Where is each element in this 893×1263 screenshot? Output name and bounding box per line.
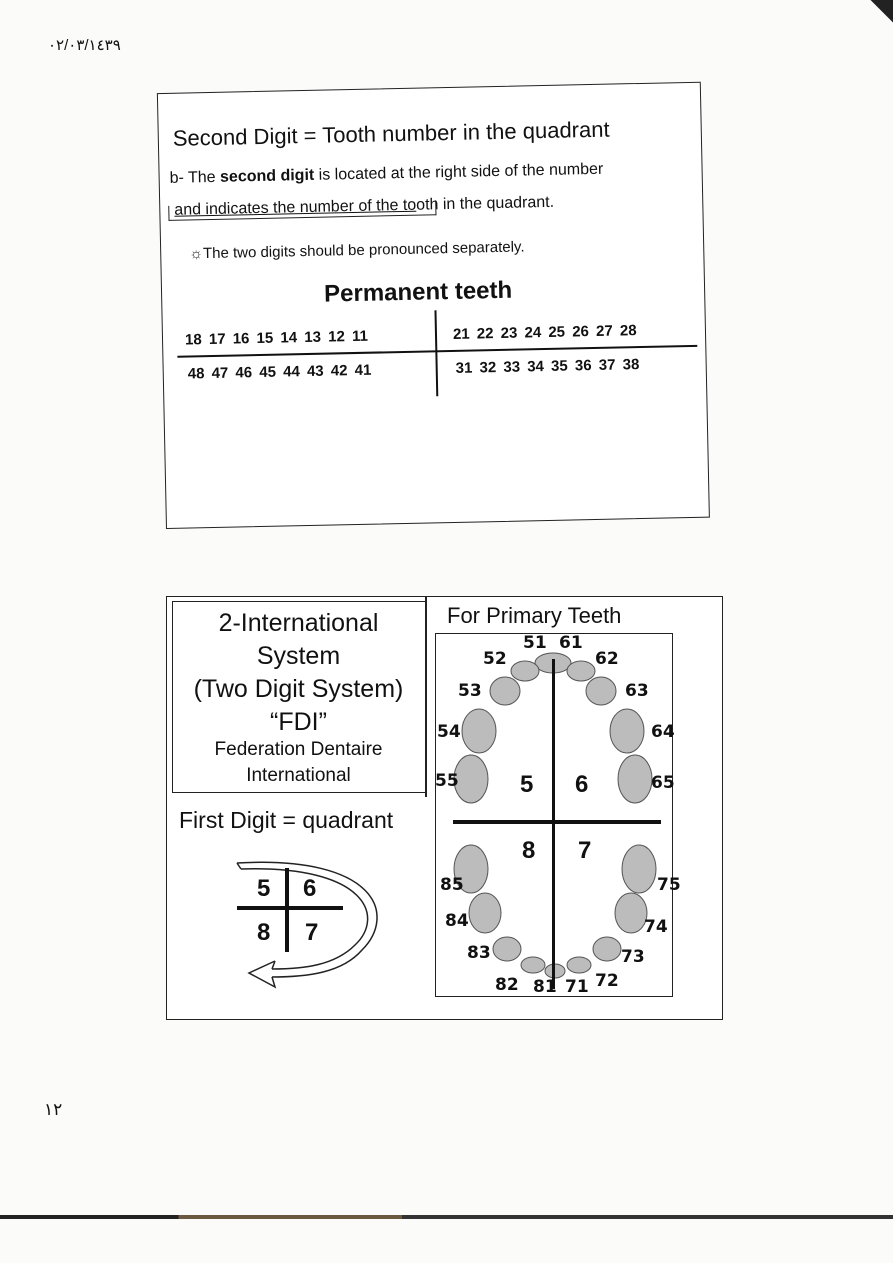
arch-vertical-divider [552,659,555,989]
tooth-label: 73 [621,947,645,967]
tooth-label: 64 [651,722,675,742]
tooth-label: 55 [435,771,459,791]
tooth-label: 81 [533,977,557,997]
tooth-label: 53 [458,681,482,701]
tooth-label: 51 [523,633,547,653]
underlined-text: and indicates the number of the to [174,196,417,219]
tooth-label: 63 [625,681,649,701]
fdi-title-line: 2-International [218,609,379,637]
permanent-teeth-heading: Permanent teeth [323,276,513,308]
fdi-subtitle-line: International [246,765,351,786]
bottom-edge-rule [0,1215,893,1219]
arch-quadrant-6: 6 [575,771,589,798]
fdi-subtitle-line: Federation Dentaire [214,739,383,760]
tooth-label: 85 [440,875,464,895]
fdi-title-line: “FDI” [270,708,327,736]
lower-right-quadrant-numbers: 48 47 46 45 44 43 42 41 [187,361,372,383]
arch-horizontal-divider [453,820,661,824]
quadrant-vertical-divider [434,310,438,396]
first-digit-label: First Digit = quadrant [179,807,394,833]
page-date: ٠٢/٠٣/١٤٣٩ [48,37,121,54]
arch-quadrant-8: 8 [522,837,536,864]
slide-permanent-teeth [157,82,710,529]
tooth-label: 61 [559,633,583,653]
tooth-label: 71 [565,977,589,997]
tooth-label: 72 [595,971,619,991]
fdi-title-line: (Two Digit System) [193,675,404,703]
primary-teeth-heading: For Primary Teeth [447,603,622,628]
upper-right-quadrant-numbers: 18 17 16 15 14 13 12 11 [184,327,369,349]
small-quadrant-5: 5 [257,875,271,902]
fdi-title-line: System [256,642,341,670]
fdi-subtitle [172,737,425,789]
slide-title: Second Digit = Tooth number in the quadrant [172,116,610,151]
tooth-label: 54 [437,722,461,742]
arch-quadrant-7: 7 [578,837,592,864]
column-divider [425,597,427,797]
tooth-label: 75 [657,875,681,895]
tooth-label: 74 [644,917,668,937]
small-quadrant-7: 7 [305,919,319,946]
fdi-title [172,607,425,739]
paragraph-b-bold: second digit [219,166,315,186]
line2-rest: oth in the quadrant. [416,193,555,214]
small-quadrant-8: 8 [257,919,271,946]
arch-quadrant-5: 5 [520,771,534,798]
page-number: ١٢ [44,1100,63,1119]
pronunciation-note: ☼The two digits should be pronounced separately. [189,238,525,263]
tooth-label: 52 [483,649,507,669]
slide-fdi-system [166,596,723,1020]
paragraph-b [169,161,603,188]
tooth-label: 65 [651,773,675,793]
tooth-label: 83 [467,943,491,963]
small-quadrant-horizontal [237,906,343,910]
tooth-label: 62 [595,649,619,669]
page-corner-fold [853,0,893,60]
tooth-label: 82 [495,975,519,995]
lower-left-quadrant-numbers: 31 32 33 34 35 36 37 38 [455,356,640,377]
small-quadrant-vertical [285,868,289,952]
paragraph-b-prefix: b- The [169,168,221,187]
upper-left-quadrant-numbers: 21 22 23 24 25 26 27 28 [452,322,637,343]
tooth-label: 84 [445,911,469,931]
paragraph-b-rest: is located at the right side of the number [314,160,604,184]
small-quadrant-6: 6 [303,875,317,902]
